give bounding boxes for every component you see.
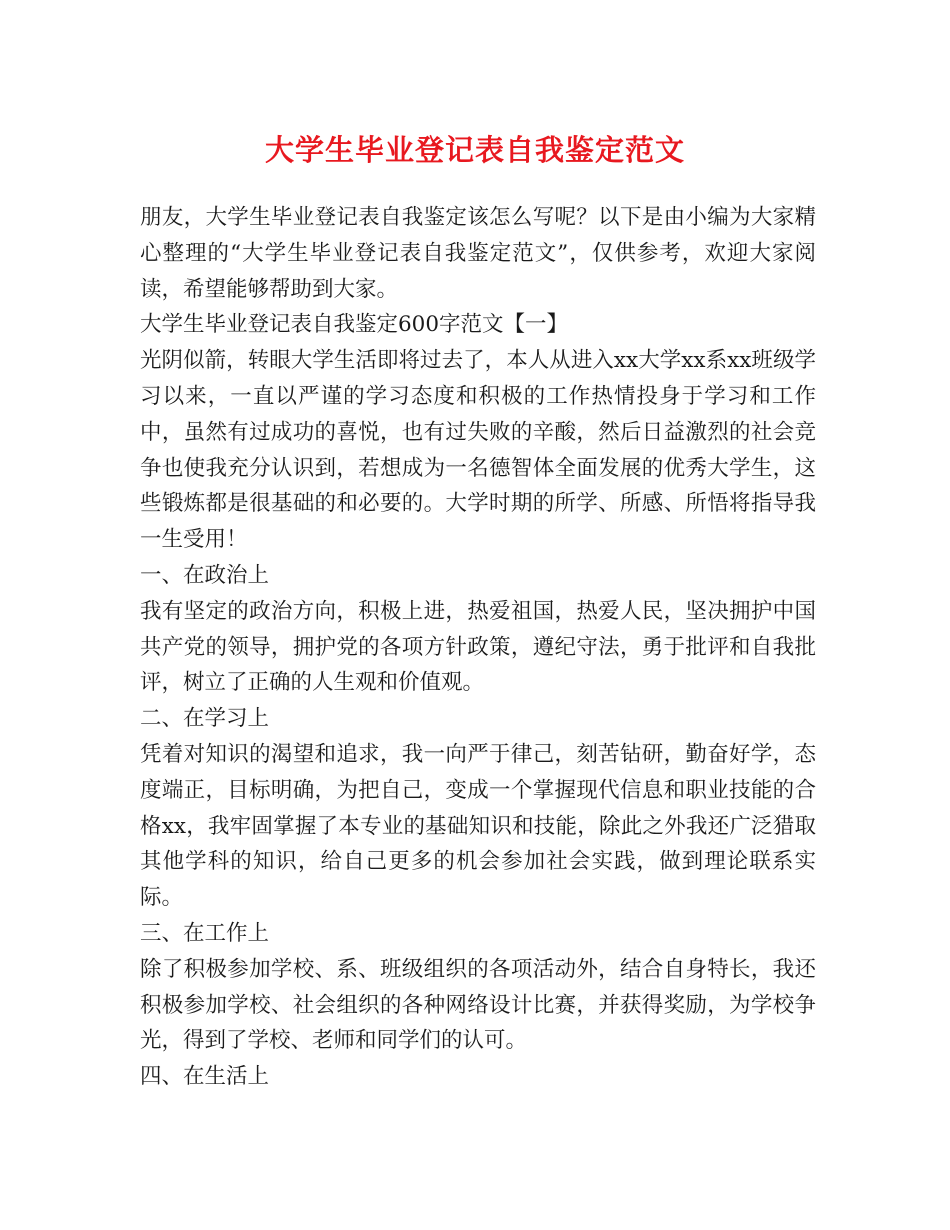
- document-body: [140, 200, 816, 1095]
- opening-paragraph: 光阴似箭，转眼大学生活即将过去了，本人从进入xx大学xx系xx班级学习以来，一直以严谨的学习态度和积极的工作热情投身于学习和工作中，虽然有过成功的喜悦，也有过失败的辛酸，然后日益激烈的社会竞争也使我充分认识到，若想成为一名德智体全面发展的优秀大学生，这些锻炼都是很基础的和必要的。大学时期的所学、所感、所悟将指导我一生受用！: [140, 348, 816, 553]
- document-title: 大学生毕业登记表自我鉴定范文: [264, 133, 685, 167]
- section-heading-study: 二、在学习上: [140, 706, 270, 732]
- study-paragraph: 凭着对知识的渴望和追求，我一向严于律己，刻苦钻研，勤奋好学，态度端正，目标明确，为把自己，变成一个掌握现代信息和职业技能的合格xx，我牢固掌握了本专业的基础知识和技能，除此之外我还广泛猎取其他学科的知识，给自己更多的机会参加社会实践，做到理论联系实际。: [140, 741, 816, 911]
- section-heading-work: 三、在工作上: [140, 920, 270, 946]
- intro-paragraph: 朋友，大学生毕业登记表自我鉴定该怎么写呢？以下是由小编为大家精心整理的“大学生毕业登记表自我鉴定范文”，仅供参考，欢迎大家阅读，希望能够帮助到大家。: [140, 205, 816, 302]
- section-heading-life: 四、在生活上: [140, 1064, 270, 1090]
- politics-paragraph: 我有坚定的政治方向，积极上进，热爱祖国，热爱人民，坚决拥护中国共产党的领导，拥护党的各项方针政策，遵纪守法，勇于批评和自我批评，树立了正确的人生观和价值观。: [140, 598, 816, 696]
- section-heading-politics: 一、在政治上: [140, 562, 270, 588]
- sample-heading: 大学生毕业登记表自我鉴定600字范文【一】: [140, 312, 569, 338]
- work-paragraph: 除了积极参加学校、系、班级组织的各项活动外，结合自身特长，我还积极参加学校、社会组织的各种网络设计比赛，并获得奖励，为学校争光，得到了学校、老师和同学们的认可。: [140, 956, 816, 1054]
